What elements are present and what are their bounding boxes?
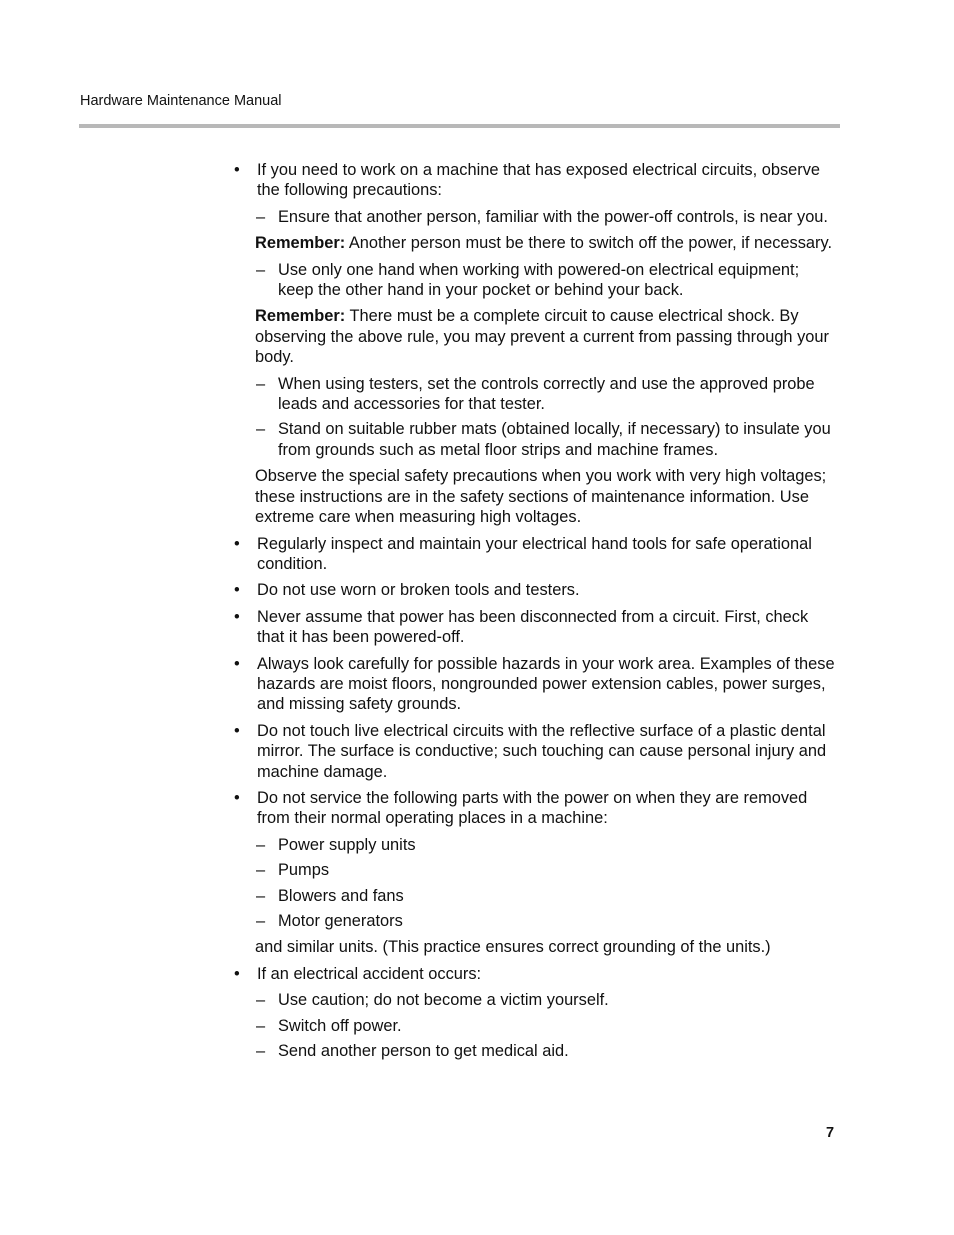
dash-text: Stand on suitable rubber mats (obtained locally, if necessary) to insulate you from grounds such as metal floor strips and machine frames. [278,420,831,459]
bullet-mark: • [234,607,240,626]
bullet-item [232,721,836,782]
dash-text: Use only one hand when working with powered-on electrical equipment; keep the other hand in your pocket or behind your back. [278,260,800,300]
dash-mark: – [256,374,266,393]
bullet-item [232,160,836,201]
bullet-mark: • [234,788,240,807]
dash-text: Pumps [278,861,330,880]
bullet-mark: • [234,721,240,740]
dash-text: Use caution; do not become a victim yourself. [278,991,609,1010]
dash-text: Send another person to get medical aid. [278,1042,569,1061]
dash-mark: – [256,1042,266,1061]
bullet-item [232,607,836,648]
bullet-text: Regularly inspect and maintain your electrical hand tools for safe operational condition. [257,534,812,573]
bullet-mark: • [234,654,240,673]
bullet-mark: • [234,161,240,179]
remember-label: Remember: [255,234,346,253]
dash-item [256,860,836,880]
remember-note [255,233,836,253]
bullet-item [232,654,836,715]
dash-mark: – [256,1016,266,1035]
bullet-text: If an electrical accident occurs: [257,964,482,983]
bullet-mark: • [234,581,240,600]
dash-item [256,1041,836,1061]
header-divider [79,124,840,128]
remember-note [255,306,836,367]
dash-mark: – [256,835,266,854]
dash-text: Blowers and fans [278,886,404,905]
grounding-note: and similar units. (This practice ensures correct grounding of the units.) [255,938,771,957]
bullet-text: Do not touch live electrical circuits with the reflective surface of a plastic dental mirror. The surface is conductive; such touching can cause personal injury and machine damage. [257,721,827,781]
dash-item [256,886,836,906]
bullet-text: Always look carefully for possible hazards in your work area. Examples of these hazards are moist floors, nongrounded power extension cables, power surges, and missing safety grounds. [257,654,835,714]
dash-mark: – [256,861,266,880]
dash-mark: – [256,886,266,905]
safety-precautions-list [232,160,836,1066]
remember-label: Remember: [255,307,346,326]
dash-item [256,1016,836,1036]
dash-mark: – [256,207,266,226]
bullet-text: If you need to work on a machine that has exposed electrical circuits, observe the following precautions: [257,161,821,200]
header-title: Hardware Maintenance Manual [80,93,282,109]
dash-item [256,835,836,855]
dash-mark: – [256,420,266,439]
dash-mark: – [256,912,266,930]
dash-text: When using testers, set the controls correctly and use the approved probe leads and accessories for that tester. [278,374,815,414]
dash-text: Power supply units [278,835,416,854]
dash-text: Motor generators [278,912,403,930]
page-number: 7 [826,1125,835,1141]
dash-mark: – [256,991,266,1010]
dash-item [256,419,836,460]
remember-text: Another person must be there to switch off the power, if necessary. [345,234,833,253]
bullet-item [232,580,836,600]
bullet-item [232,788,836,829]
bullet-mark: • [234,964,240,983]
dash-text: Ensure that another person, familiar with the power-off controls, is near you. [278,207,828,226]
bullet-text: Do not service the following parts with the power on when they are removed from their normal operating places in a machine: [257,788,808,828]
bullet-text: Do not use worn or broken tools and testers. [257,581,580,600]
bullet-mark: • [234,534,240,553]
dash-text: Switch off power. [278,1016,402,1035]
dash-mark: – [256,260,266,279]
high-voltage-note: Observe the special safety precautions when you work with very high voltages; these instructions are in the safety sections of maintenance information. Use extreme care when measuring high voltages. [255,467,827,527]
dash-item [256,207,836,227]
dash-item [256,990,836,1010]
bullet-item [232,534,836,575]
remember-text: There must be a complete circuit to cause electrical shock. By observing the above rule, you may prevent a current from passing through your body. [255,307,829,367]
dash-item [256,374,836,415]
dash-item [256,911,836,931]
bullet-item [232,964,836,984]
bullet-text: Never assume that power has been disconnected from a circuit. First, check that it has been powered-off. [257,607,809,647]
dash-item [256,260,836,301]
